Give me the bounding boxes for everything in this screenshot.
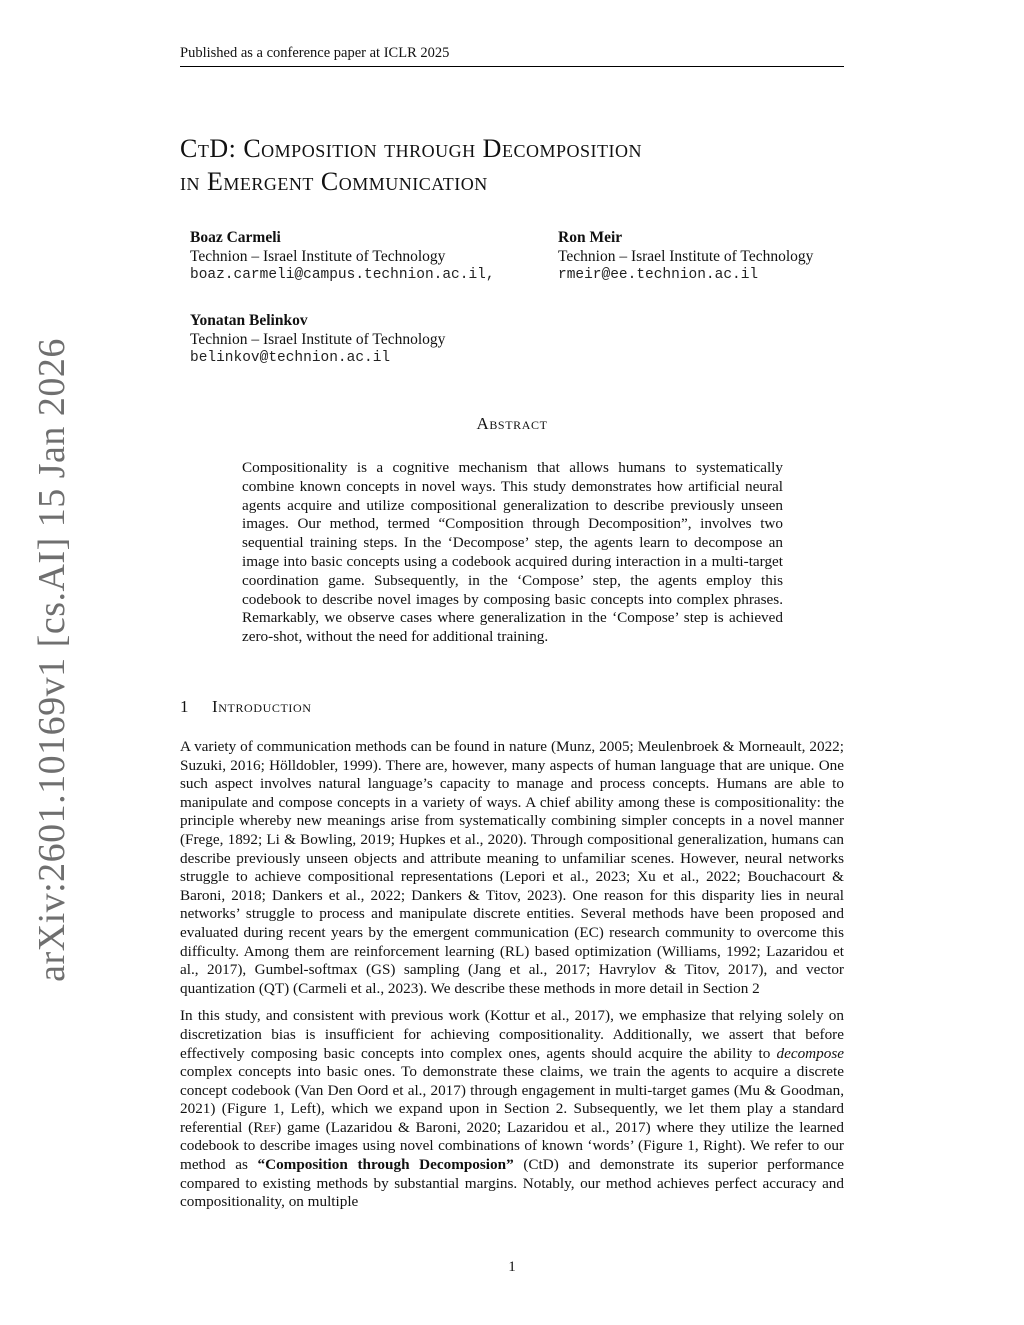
paper-title — [180, 132, 844, 198]
section-number: 1 — [180, 697, 190, 716]
author-email[interactable]: belinkov@technion.ac.il — [190, 350, 391, 366]
arxiv-identifier-stamp: arXiv:2601.10169v1 [cs.AI] 15 Jan 2026 — [31, 338, 73, 982]
abstract-heading: Abstract — [476, 414, 548, 433]
section-heading-introduction — [180, 697, 844, 717]
ref-game-name: Ref — [253, 1118, 277, 1136]
paper-title-line-1: CtD: Composition through Decomposition — [180, 134, 642, 163]
emphasis-decompose: decompose — [776, 1044, 844, 1062]
intro-text: (CtD) and demonstrate its superior performance compared to existing methods by substantial margins. Notably, our method achieves perfect accuracy and compositionality, on multiple — [180, 1156, 844, 1211]
intro-paragraph-1: A variety of communication methods can be found in nature (Munz, 2005; Meulenbroek & Morneault, 2022; Suzuki, 2016; Hölldobler, 1999). There are, however, many aspects of human language that are unique. One such aspect involves natural language’s capacity to manage and process concepts. Humans are able to manipulate and compose concepts in a variety of ways. A chief ability among these is compositionality: the principle whereby new meanings arise from systematically combining simpler concepts in a novel manner (Frege, 1892; Li & Bowling, 2019; Hupkes et al., 2020). Through compositional generalization, humans can describe previously unseen objects and attribute meaning to unfamiliar scenes. However, neural networks struggle to achieve compositional representations (Lepori et al., 2023; Xu et al., 2022; Bouchacourt & Baroni, 2018; Dankers et al., 2022; Dankers & Titov, 2023). One reason for this disparity lies in neural networks’ struggle to process and manipulate discrete entities. Several methods have been proposed and evaluated during recent years by the emergent communication (EC) research community to overcome this difficulty. Among them are reinforcement learning (RL) based optimization (Williams, 1992; Lazaridou et al., 2017), Gumbel-softmax (GS) sampling (Jang et al., 2017; Havrylov & Titov, 2017), and vector quantization (QT) (Carmeli et al., 2023). We describe these methods in more detail in Section 2 — [180, 738, 844, 997]
author-block — [190, 228, 495, 285]
author-affiliation: Technion – Israel Institute of Technology — [190, 331, 446, 348]
intro-text: In this study, and consistent with previous work (Kottur et al., 2017), we emphasize that relying solely on discretization bias is insufficient for achieving compositionality. Additionally, we assert that before effectively composing basic concepts into complex ones, agents should acquire the ability to — [180, 1007, 844, 1062]
author-name: Ron Meir — [558, 229, 623, 246]
intro-text: complex concepts into basic ones. To demonstrate these claims, we train the agents to acquire a discrete concept codebook (Van Den Oord et al., 2017) through engagement in multi-target games (Mu & Goodman, 2021) (Figure 1, Left), which we expand upon in Section 2. Subsequently, we let them play a standard referential ( — [180, 1063, 844, 1136]
author-email[interactable]: boaz.carmeli@campus.technion.ac.il, — [190, 267, 495, 283]
method-name: “Composition through Decomposion” — [257, 1156, 514, 1174]
page-number: 1 — [508, 1259, 516, 1275]
author-name: Yonatan Belinkov — [190, 312, 308, 329]
author-block — [558, 228, 813, 285]
running-header: Published as a conference paper at ICLR 2025 — [180, 45, 844, 67]
author-block — [190, 311, 445, 368]
intro-text: ) game (Lazaridou & Baroni, 2020; Lazaridou et al., 2017) where they utilize the learned codebook to describe images using novel combinations of known ‘words’ (Figure 1, Right). We refer to our method as — [180, 1118, 844, 1174]
section-title: Introduction — [212, 697, 312, 716]
author-affiliation: Technion – Israel Institute of Technology — [558, 248, 814, 265]
intro-paragraph-2 — [180, 1007, 844, 1212]
introduction-body — [180, 738, 844, 1221]
author-affiliation: Technion – Israel Institute of Technology — [190, 248, 446, 265]
author-name: Boaz Carmeli — [190, 229, 281, 246]
author-email[interactable]: rmeir@ee.technion.ac.il — [558, 267, 759, 283]
paper-title-line-2: in Emergent Communication — [180, 167, 488, 196]
abstract-body: Compositionality is a cognitive mechanism that allows humans to systematically combine known concepts in novel ways. This study demonstrates how artificial neural agents acquire and utilize compositional generalization to describe previously unseen images. Our method, termed “Composition through Decomposition”, involves two sequential training steps. In the ‘Decompose’ step, the agents learn to decompose an image into basic concepts using a codebook acquired during interaction in a multi-target coordination game. Subsequently, in the ‘Compose’ step, the agents employ this codebook to describe novel images by composing basic concepts into complex phrases. Remarkably, we observe cases where generalization in the ‘Compose’ step is achieved zero-shot, without the need for additional training. — [242, 459, 783, 646]
